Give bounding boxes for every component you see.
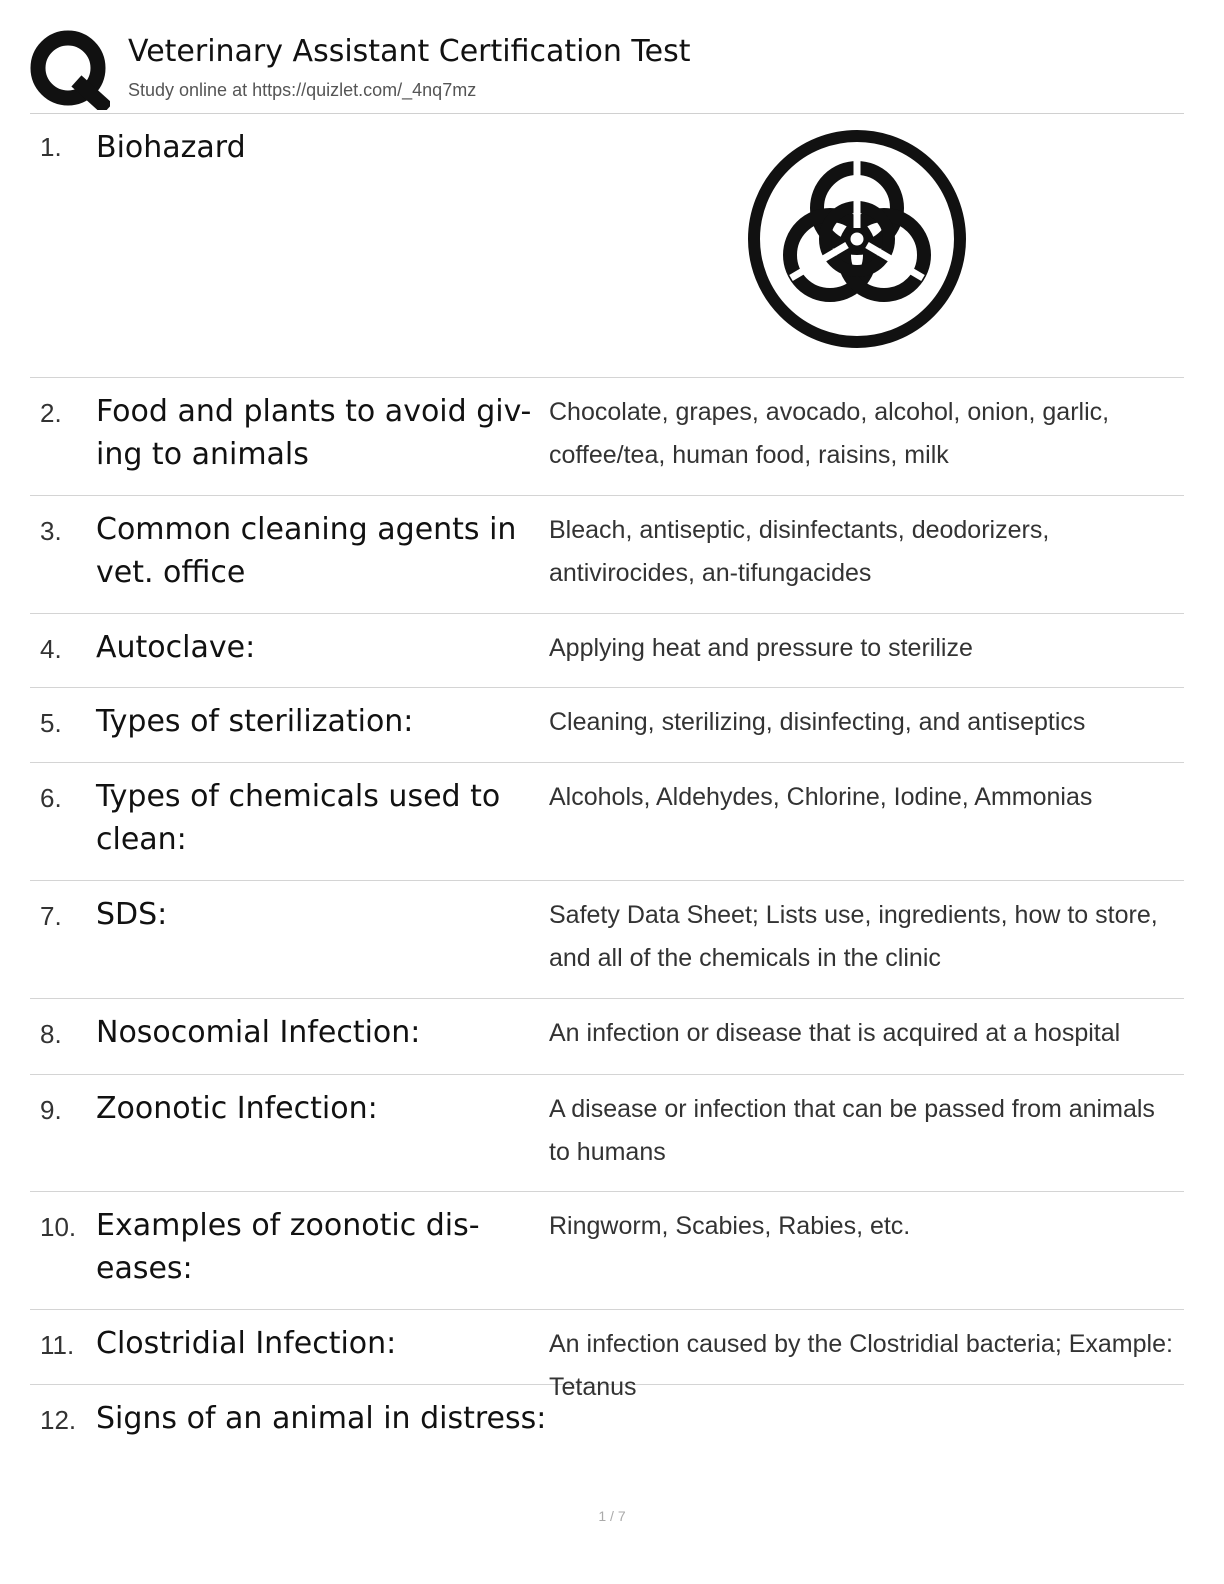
flashcard-list	[30, 114, 1184, 1465]
page-number: 1 / 7	[598, 1508, 626, 1524]
card-term: Types of sterilization:	[96, 704, 414, 739]
card-definition: Alcohols, Aldehydes, Chlorine, Iodine, Ammonias	[549, 783, 1093, 811]
card-number: 10.	[40, 1212, 77, 1242]
flashcard	[30, 763, 1184, 881]
card-term: Examples of zoonotic dis-eases:	[96, 1208, 480, 1286]
card-term: Nosocomial Infection:	[96, 1015, 421, 1050]
flashcard	[30, 496, 1184, 614]
card-number: 4.	[40, 634, 62, 664]
card-number: 3.	[40, 516, 62, 546]
flashcard	[30, 1192, 1184, 1310]
card-term: Types of chemicals used to clean:	[96, 779, 501, 857]
card-definition: Bleach, antiseptic, disinfectants, deodorizers, antivirocides, an-tifungacides	[549, 516, 1050, 587]
card-definition: A disease or infection that can be passed from animals to humans	[549, 1095, 1155, 1166]
card-term: Signs of an animal in distress:	[96, 1401, 547, 1436]
card-definition: An infection or disease that is acquired at a hospital	[549, 1019, 1121, 1047]
flashcard	[30, 1075, 1184, 1192]
card-term: Autoclave:	[96, 630, 256, 665]
flashcard	[30, 614, 1184, 688]
quizlet-logo-icon	[30, 30, 110, 110]
flashcard	[30, 1310, 1184, 1401]
flashcard	[30, 114, 1184, 378]
card-number: 2.	[40, 398, 62, 428]
biohazard-icon	[746, 128, 968, 350]
card-number: 7.	[40, 901, 62, 931]
card-number: 1.	[40, 132, 62, 162]
flashcard	[30, 1385, 1184, 1465]
card-number: 5.	[40, 708, 62, 738]
card-number: 8.	[40, 1019, 62, 1049]
card-number: 6.	[40, 783, 62, 813]
flashcard	[30, 881, 1184, 999]
card-definition: Applying heat and pressure to sterilize	[549, 634, 973, 662]
card-term: Food and plants to avoid giv-ing to animals	[96, 394, 532, 472]
card-definition: Chocolate, grapes, avocado, alcohol, onion, garlic, coffee/tea, human food, raisins, milk	[549, 398, 1110, 469]
study-link[interactable]: Study online at https://quizlet.com/_4nq7mz	[128, 80, 477, 100]
card-term: Common cleaning agents in vet. office	[96, 512, 517, 590]
card-term: Clostridial Infection:	[96, 1326, 397, 1361]
card-number: 11.	[40, 1330, 75, 1360]
card-term: SDS:	[96, 897, 168, 932]
card-number: 12.	[40, 1405, 77, 1435]
card-number: 9.	[40, 1095, 62, 1125]
page-title: Veterinary Assistant Certification Test	[128, 34, 691, 69]
card-term: Zoonotic Infection:	[96, 1091, 378, 1126]
card-term: Biohazard	[96, 130, 246, 165]
card-definition: Ringworm, Scabies, Rabies, etc.	[549, 1212, 911, 1240]
flashcard	[30, 999, 1184, 1075]
card-definition: Safety Data Sheet; Lists use, ingredients, how to store, and all of the chemicals in the clinic	[549, 901, 1158, 972]
card-definition: Cleaning, sterilizing, disinfecting, and antiseptics	[549, 708, 1086, 736]
page-header	[30, 28, 1184, 114]
flashcard	[30, 688, 1184, 763]
card-definition: An infection caused by the Clostridial bacteria; Example: Tetanus	[549, 1330, 1173, 1401]
flashcard	[30, 378, 1184, 496]
